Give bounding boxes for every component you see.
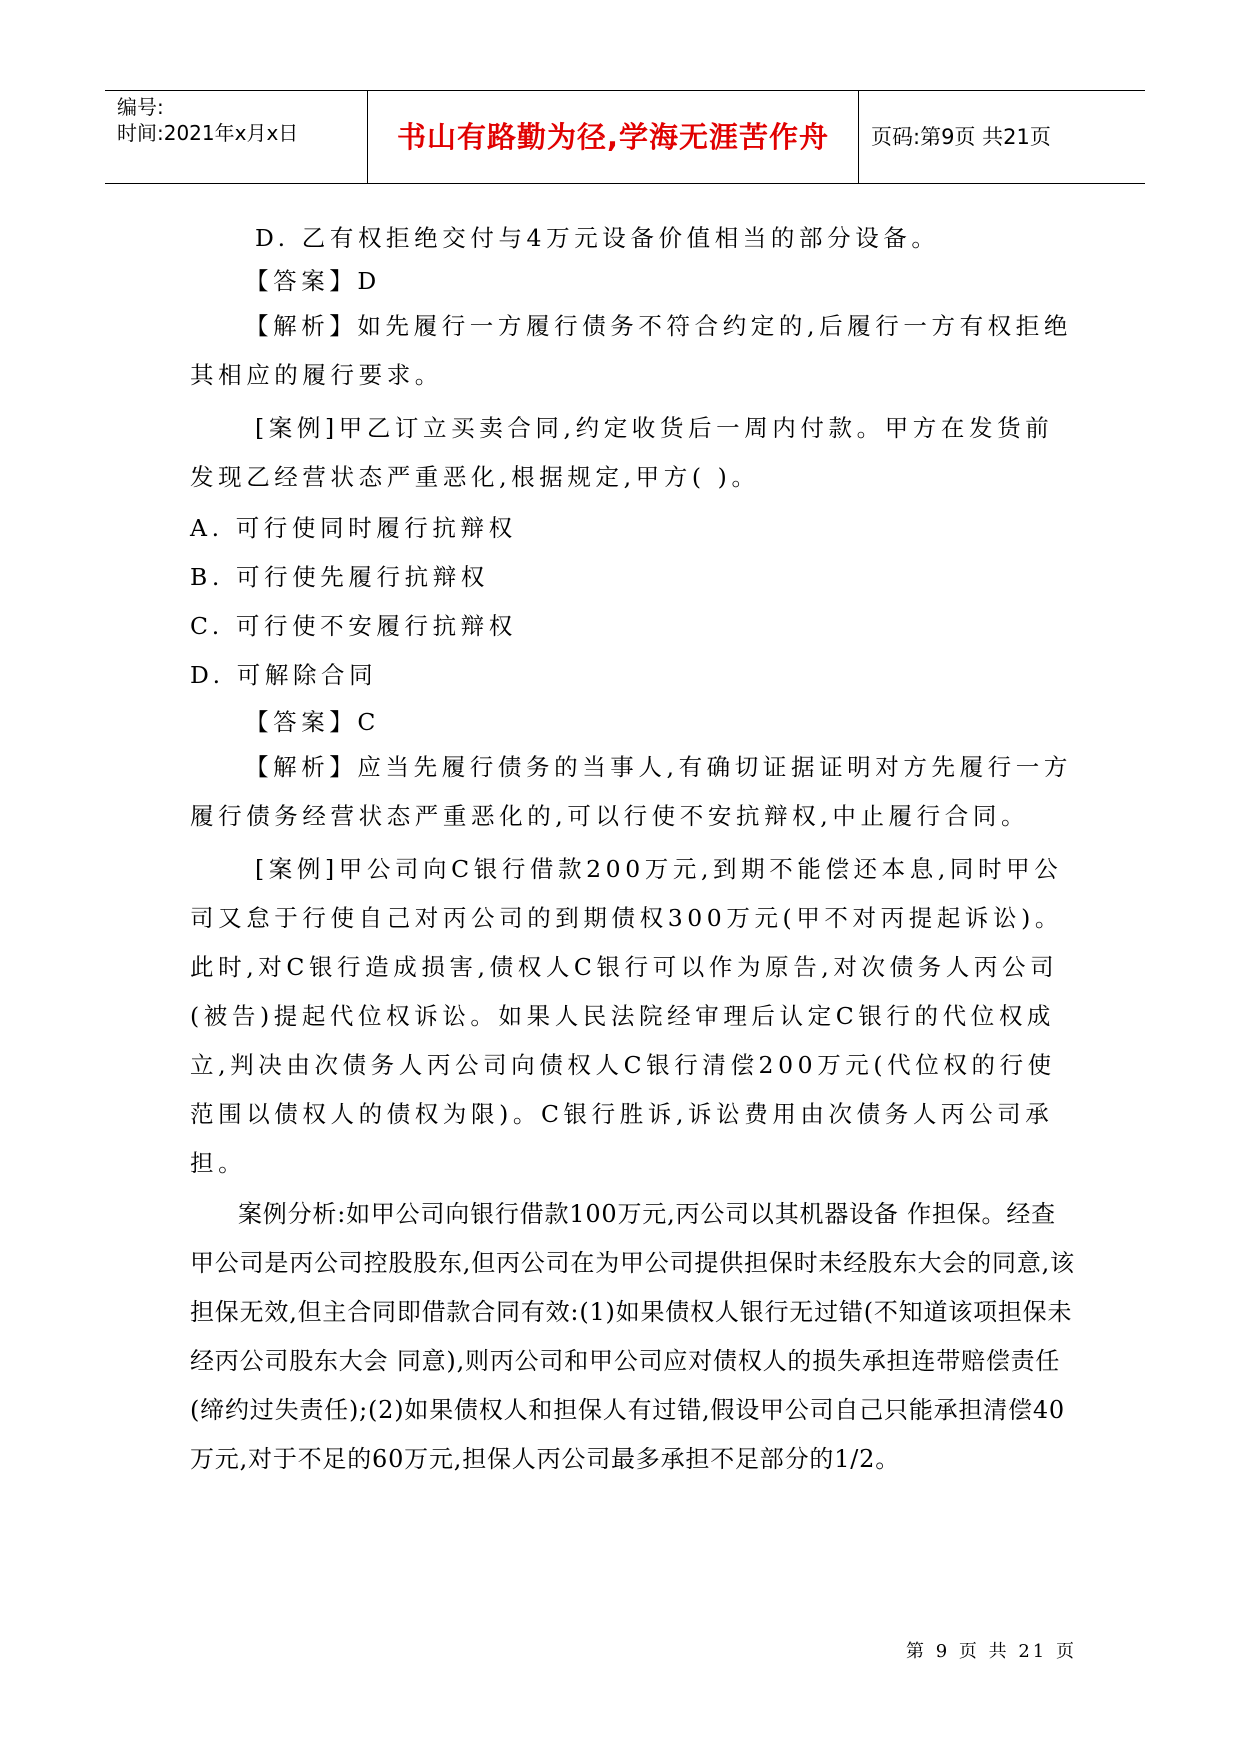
page-header bbox=[105, 90, 1145, 184]
option-a: A. 可行使同时履行抗辩权 bbox=[190, 514, 517, 542]
answer-1: 【答案】D bbox=[245, 267, 381, 295]
document-date: 时间:2021年x月x日 bbox=[117, 121, 299, 145]
document-body bbox=[190, 215, 1075, 1484]
case-analysis-text: 案例分析:如甲公司向银行借款100万元,丙公司以其机器设备 作担保。经查甲公司是丙公司控股股东,但丙公司在为甲公司提供担保时未经股东大会的同意,该担保无效,但主合同即借款合同有效:(1)如果债权人银行无过错(不知道该项担保未经丙公司股东大会 同意),则丙公司和甲公司应对债权人的损失承担连带赔偿责任(缔约过失责任);(2)如果债权人和担保人有过错,假设甲公司自己只能承担清偿40万元,对于不足的60万元,担保人丙公司最多承担不足部分的1/2。 bbox=[190, 1200, 1075, 1473]
case-2-text: [案例]甲公司向C银行借款200万元,到期不能偿还本息,同时甲公司又怠于行使自己对丙公司的到期债权300万元(甲不对丙提起诉讼)。此时,对C银行造成损害,债权人C银行可以作为原告,对次债务人丙公司(被告)提起代位权诉讼。如果人民法院经审理后认定C银行的代位权成立,判决由次债务人丙公司向债权人C银行清偿200万元(代位权的行使范围以债权人的债权为限)。C银行胜诉,诉讼费用由次债务人丙公司承担。 bbox=[190, 855, 1063, 1177]
document-number-label: 编号: bbox=[117, 95, 164, 119]
header-page-cell bbox=[859, 91, 1145, 183]
option-d: D. 可解除合同 bbox=[190, 661, 378, 689]
case-1-options bbox=[190, 504, 1075, 700]
header-meta-cell bbox=[105, 91, 368, 183]
option-c: C. 可行使不安履行抗辩权 bbox=[190, 612, 517, 640]
analysis-1: 【解析】如先履行一方履行债务不符合约定的,后履行一方有权拒绝其相应的履行要求。 bbox=[190, 312, 1072, 389]
option-b: B. 可行使先履行抗辩权 bbox=[190, 563, 489, 591]
case-1-question: [案例]甲乙订立买卖合同,约定收货后一周内付款。甲方在发货前发现乙经营状态严重恶化,根据规定,甲方( )。 bbox=[190, 414, 1054, 491]
analysis-2: 【解析】应当先履行债务的当事人,有确切证据证明对方先履行一方履行债务经营状态严重恶化的,可以行使不安抗辩权,中止履行合同。 bbox=[190, 753, 1072, 830]
page-number-info: 页码:第9页 共21页 bbox=[871, 125, 1051, 149]
answer-2: 【答案】C bbox=[245, 708, 380, 736]
option-d-previous-question: D. 乙有权拒绝交付与4万元设备价值相当的部分设备。 bbox=[255, 224, 940, 252]
page-footer: 第 9 页 共 21 页 bbox=[906, 1641, 1077, 1662]
header-motto-cell bbox=[368, 91, 859, 183]
motto-text: 书山有路勤为径,学海无涯苦作舟 bbox=[396, 120, 830, 154]
